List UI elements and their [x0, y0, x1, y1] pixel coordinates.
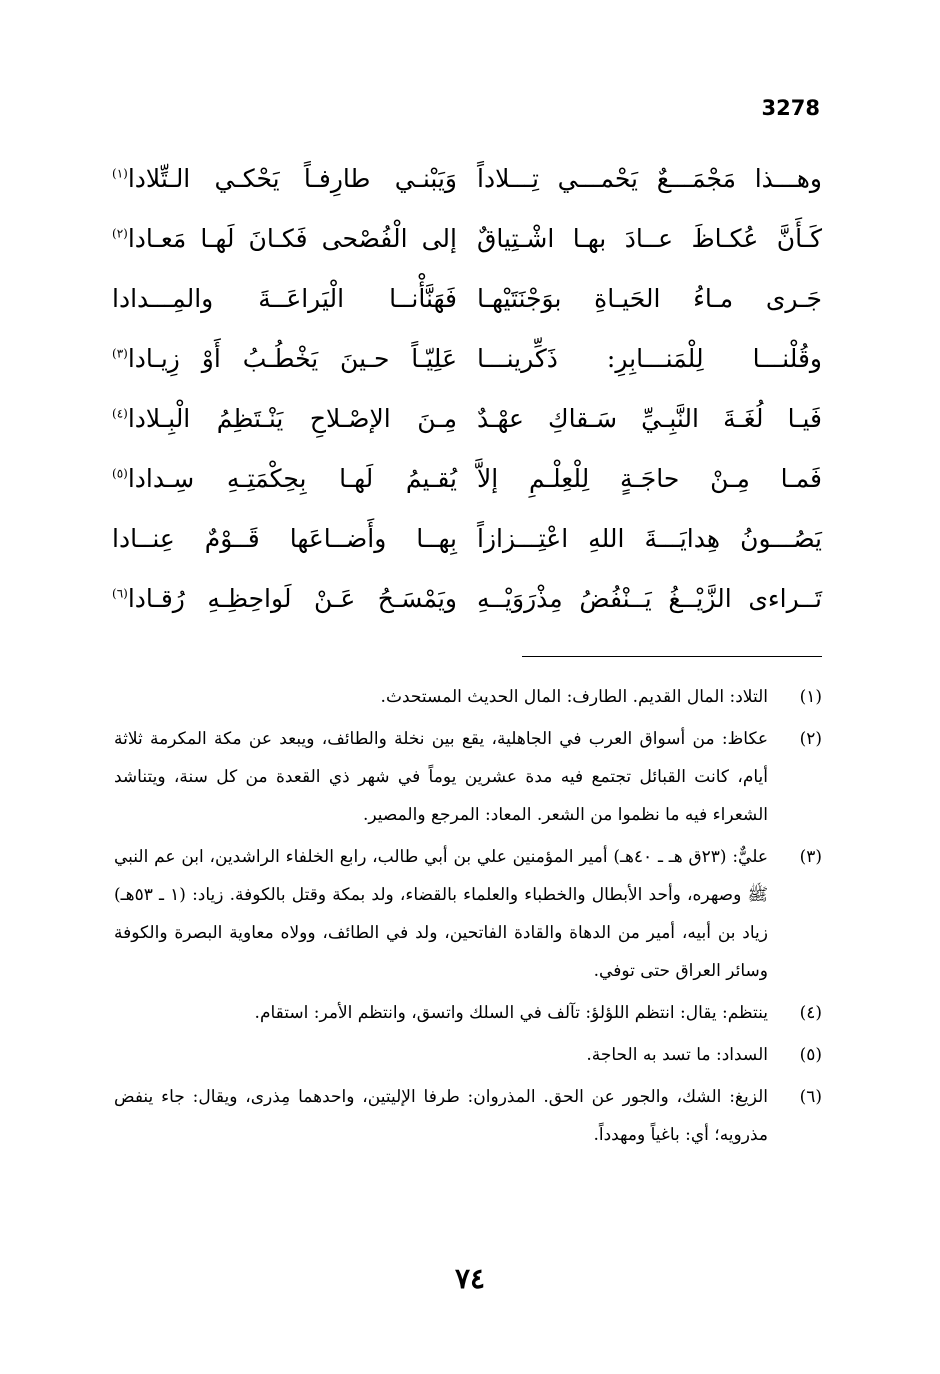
- footnote-number: (١): [799, 687, 822, 707]
- verse: [112, 208, 822, 268]
- verse-first-hemistich: كَـأَنَّ عُكـاظَ عــادَ بهـا اشْـتِياقٌ: [477, 223, 822, 253]
- footnote: [114, 1078, 822, 1154]
- verse: [112, 268, 822, 328]
- footnote-text: التلاد: المال القديم. الطارف: المال الحديث المستحدث.: [380, 687, 768, 707]
- footnote-number: (٣): [799, 847, 822, 867]
- verse: [112, 388, 822, 448]
- verse-second-hemistich: وَيَبْنـي طارِفـاً يَحْكـي الـتِّلادا$^{(١)}$: [112, 163, 457, 193]
- footnote-ref: (٣): [112, 346, 128, 361]
- footnotes: [114, 678, 822, 1158]
- footnote-text: عكاظ: من أسواق العرب في الجاهلية، يقع بين نخلة والطائف، ويبعد عن مكة المكرمة ثلاثة أيام، كانت القبائل تجتمع فيه مدة عشرين يوماً في شهر ذي القعدة من كل سنة، ويتناشد الشعراء فيه ما نظموا من الشعر. المعاد: المرجع والمصير.: [114, 729, 768, 825]
- verse: [112, 448, 822, 508]
- footnote-ref: (٥): [112, 466, 128, 481]
- verse-second-hemistich: ويَمْسَـحُ عَـنْ لَواحِظِـهِ رُقـادا$^{(٦)}$: [112, 583, 457, 613]
- footnote: [114, 678, 822, 716]
- verse-first-hemistich: فَيـا لُغَـةَ النَّبِـيِّ سَـقاكِ عهْـدٌ: [477, 403, 822, 433]
- footnote-text: الزيغ: الشك، والجور عن الحق. المذروان: طرفا الإليتين، واحدهما مِذرى، ويقال: جاء ينفض مذرويه؛ أي: باغياً ومهدداً.: [114, 1087, 768, 1145]
- footnote-ref: (٦): [112, 586, 128, 601]
- footnote-separator: [522, 656, 822, 657]
- footnote: [114, 720, 822, 834]
- verse: [112, 568, 822, 628]
- footnote-number: (٦): [799, 1087, 822, 1107]
- footnote-ref: (٤): [112, 406, 128, 421]
- verse-first-hemistich: تَــراءى الزَّيْــغُ يَــنْفُضُ مِذْرَوَيْــهِ: [477, 583, 822, 613]
- page-id: 3278: [761, 96, 820, 120]
- footnote-text: عليٌّ: (٢٣ق هـ ـ ٤٠هـ) أمير المؤمنين علي بن أبي طالب، رابع الخلفاء الراشدين، ابن عم النبي ﷺ وصهره، وأحد الأبطال والخطباء والعلماء بالقضاء، ولد بمكة وقتل بالكوفة. زياد: (١ ـ ٥٣هـ) زياد بن أبيه، أمير من الدهاة والقادة الفاتحين، ولد في الطائف، وولاه معاوية البصرة والكوفة وسائر العراق حتى توفي.: [114, 847, 769, 981]
- footnote-ref: (٢): [112, 226, 128, 241]
- verse-second-hemistich: يُقـيمُ لَهـا بِحِكْمَتِـهِ سِـدادا$^{(٥)}$: [112, 463, 457, 493]
- verse: [112, 328, 822, 388]
- footnote-text: ينتظم: يقال: انتظم اللؤلؤ: تآلف في السلك واتسق، وانتظم الأمر: استقام.: [254, 1003, 768, 1023]
- footnote-ref: (١): [112, 166, 128, 181]
- verse: [112, 508, 822, 568]
- verse: [112, 148, 822, 208]
- footnote-text: السداد: ما تسد به الحاجة.: [586, 1045, 768, 1065]
- verse-first-hemistich: وقُلْنـــا لِلْمَنـــابِرِ: ذَكِّرينـــا: [477, 343, 822, 373]
- footnote-number: (٥): [799, 1045, 822, 1065]
- footnote: [114, 994, 822, 1032]
- footnote-number: (٤): [799, 1003, 822, 1023]
- verse-second-hemistich: عَلِيّـاً حـينَ يَخْطُـبُ أَوْ زِيـادا$^{(٣)}$: [112, 343, 457, 373]
- page-number: ٧٤: [454, 1262, 486, 1295]
- verse-first-hemistich: جَـرى مـاءُ الحَيـاةِ بوَجْنَتَيْهـا: [477, 283, 822, 313]
- footnote: [114, 1036, 822, 1074]
- verse-second-hemistich: إلى الْفُصْحى فَكـانَ لَهـا مَعـادا$^{(٢)}$: [112, 223, 457, 253]
- verse-first-hemistich: وهـــذا مَجْمَـــعٌ يَحْمـــي تِـــلاداً: [477, 163, 822, 193]
- footnote-number: (٢): [799, 729, 822, 749]
- verse-second-hemistich: مِـنَ الإصْـلاحِ يَنْـتَظِمُ الْبِـلادا$^{(٤)}$: [112, 403, 457, 433]
- verse-first-hemistich: فَمـا مِـنْ حاجَـةٍ لِلْعِلْـمِ إلاَّ: [477, 463, 822, 493]
- verse-second-hemistich: بِهــا وأَضــاعَها قَــوْمٌ عِنــادا: [112, 523, 457, 553]
- verse-first-hemistich: يَصُـــونُ هِدايَـــةَ اللهِ اعْتِـــزازاً: [477, 523, 822, 553]
- footnote: [114, 838, 822, 990]
- verse-second-hemistich: فَهَنَّأْنــا الْيَراعَــةَ والمِـــدادا: [112, 283, 457, 313]
- poem: [112, 148, 822, 628]
